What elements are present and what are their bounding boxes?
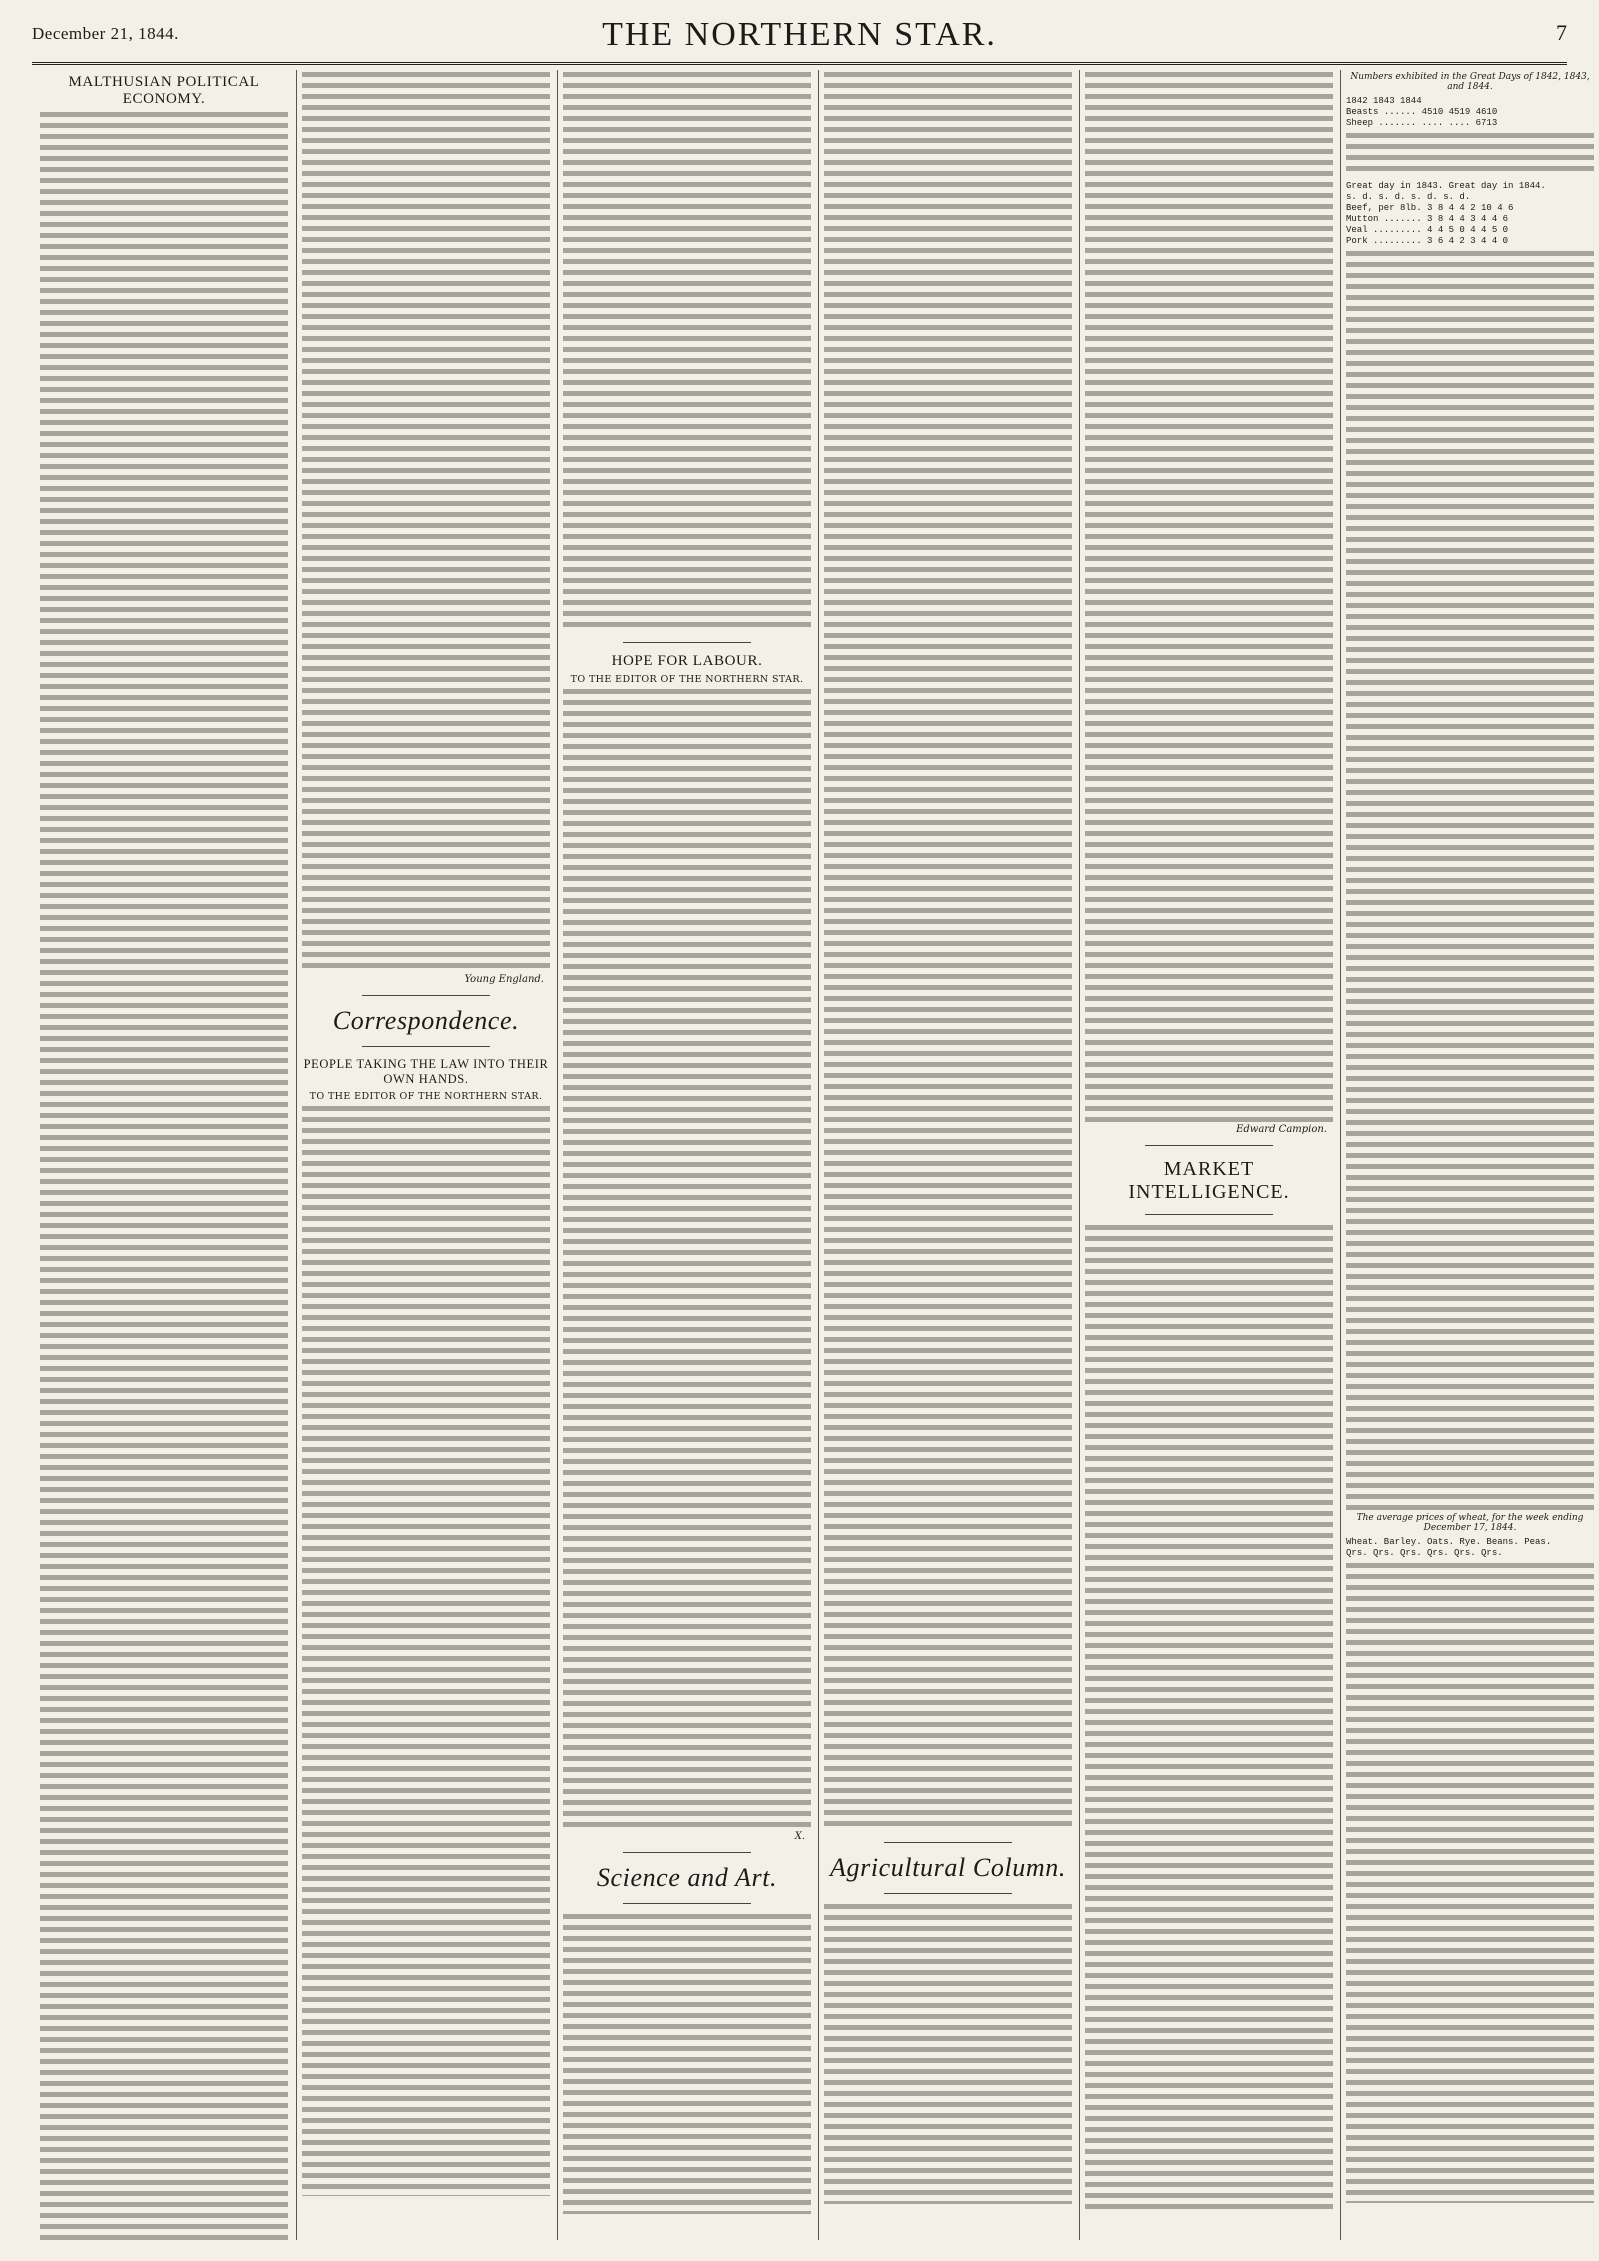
letter-salutation: TO THE EDITOR OF THE NORTHERN STAR. [309, 1091, 543, 1102]
divider [623, 642, 751, 643]
grain-prices-table [1346, 1537, 1594, 1559]
issue-date: December 21, 1844. [32, 24, 179, 43]
article-body [1346, 133, 1594, 177]
article-signature: Young England. [464, 974, 544, 985]
column-rule [1340, 70, 1341, 2240]
column-rule [1079, 70, 1080, 2240]
table-row: Pork ......... 3 6 4 2 3 4 4 0 [1346, 236, 1509, 246]
table-row: Beef, per 8lb. 3 8 4 4 2 10 4 6 [1346, 203, 1514, 213]
divider [623, 1903, 751, 1904]
divider [362, 995, 490, 996]
letter-signature: Edward Campion. [1236, 1124, 1327, 1135]
section-heading-market-intelligence: MARKET INTELLIGENCE. [1128, 1158, 1290, 1203]
article-body [1085, 72, 1333, 1122]
divider [884, 1893, 1012, 1894]
table-units: Qrs. Qrs. Qrs. Qrs. Qrs. Qrs. [1346, 1548, 1503, 1558]
column-1 [40, 70, 288, 2240]
article-body [824, 1904, 1072, 2204]
article-body [824, 72, 1072, 1832]
divider [1145, 1145, 1273, 1146]
table-row: Sheep ....... .... .... 6713 [1346, 118, 1498, 128]
grain-table-note: The average prices of wheat, for the week ending December 17, 1844. [1356, 1513, 1584, 1533]
market-report-body [1346, 251, 1594, 1511]
section-heading-correspondence: Correspondence. [332, 1006, 520, 1035]
newspaper-title: THE NORTHERN STAR. [602, 16, 997, 53]
section-heading-science-and-art: Science and Art. [596, 1863, 778, 1892]
letter-body [563, 689, 811, 1829]
divider [623, 1852, 751, 1853]
letter-heading: PEOPLE TAKING THE LAW INTO THEIR OWN HANDS. [303, 1057, 549, 1086]
meat-prices-table [1346, 181, 1594, 247]
column-rule [818, 70, 819, 2240]
divider [884, 1842, 1012, 1843]
column-3 [563, 70, 811, 2240]
article-body [40, 112, 288, 2240]
masthead [32, 14, 1567, 65]
column-rule [296, 70, 297, 2240]
section-heading-agricultural-column: Agricultural Column. [830, 1853, 1066, 1882]
market-report-body [1085, 1225, 1333, 2215]
column-2 [302, 70, 550, 2240]
letter-salutation: TO THE EDITOR OF THE NORTHERN STAR. [570, 674, 804, 685]
article-body [302, 72, 550, 972]
market-report-body [1346, 1563, 1594, 2203]
divider [362, 1046, 490, 1047]
table-units: s. d. s. d. s. d. s. d. [1346, 192, 1471, 202]
great-days-intro: Numbers exhibited in the Great Days of 1842, 1843, and 1844. [1350, 72, 1590, 92]
column-4 [824, 70, 1072, 2240]
divider [1145, 1214, 1273, 1215]
table-header: Great day in 1843. Great day in 1844. [1346, 181, 1546, 191]
letter-body [302, 1106, 550, 2196]
great-days-table [1346, 96, 1594, 129]
article-heading-malthusian: MALTHUSIAN POLITICAL ECONOMY. [68, 74, 260, 107]
table-row: Mutton ....... 3 8 4 4 3 4 4 6 [1346, 214, 1509, 224]
column-6 [1346, 70, 1594, 2240]
article-body [563, 1914, 811, 2214]
table-header: 1842 1843 1844 [1346, 96, 1422, 106]
page-number: 7 [1556, 20, 1567, 45]
table-header: Wheat. Barley. Oats. Rye. Beans. Peas. [1346, 1537, 1552, 1547]
letter-heading-hope-for-labour: HOPE FOR LABOUR. [611, 653, 763, 669]
article-body [563, 72, 811, 632]
table-row: Veal ......... 4 4 5 0 4 4 5 0 [1346, 225, 1509, 235]
column-5 [1085, 70, 1333, 2240]
table-row: Beasts ...... 4510 4519 4610 [1346, 107, 1498, 117]
letter-signature: X. [794, 1831, 805, 1842]
column-rule [557, 70, 558, 2240]
